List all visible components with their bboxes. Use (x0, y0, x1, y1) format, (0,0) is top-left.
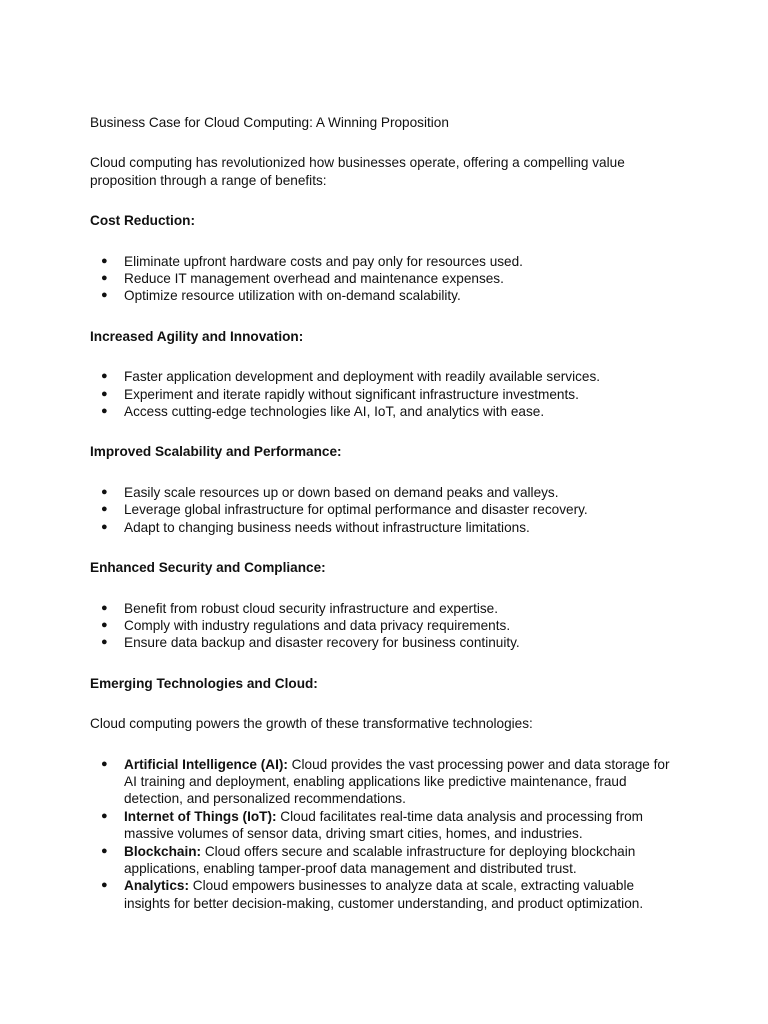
section-heading-emerging: Emerging Technologies and Cloud: (90, 675, 318, 691)
list-item (90, 368, 670, 385)
list-item (90, 287, 670, 304)
bullet-list-emerging (90, 756, 670, 913)
list-item-text: Leverage global infrastructure for optimal performance and disaster recovery. (124, 502, 588, 518)
bullet-icon: ● (101, 370, 108, 383)
list-item-term: Analytics: (124, 878, 189, 894)
bullet-icon: ● (101, 289, 108, 302)
list-item (90, 756, 670, 808)
list-item-text: Optimize resource utilization with on-demand scalability. (124, 288, 461, 304)
list-item-text: Reduce IT management overhead and maintenance expenses. (124, 271, 504, 287)
list-item-text: Access cutting-edge technologies like AI, IoT, and analytics with ease. (124, 404, 545, 420)
list-item-term: Blockchain: (124, 843, 202, 859)
bullet-icon: ● (101, 405, 108, 418)
emerging-intro-paragraph: Cloud computing powers the growth of these transformative technologies: (90, 716, 533, 732)
intro-paragraph: Cloud computing has revolutionized how businesses operate, offering a compelling value proposition through a range of benefits: (90, 155, 625, 188)
bullet-icon: ● (101, 601, 108, 614)
list-item (90, 808, 670, 843)
list-item (90, 270, 670, 287)
bullet-list-cost-reduction (90, 253, 670, 305)
list-item-text: Ensure data backup and disaster recovery for business continuity. (124, 635, 520, 651)
section-heading-scalability: Improved Scalability and Performance: (90, 444, 342, 460)
list-item-text: Cloud empowers businesses to analyze data at scale, extracting valuable insights for better decision-making, customer understanding, and product optimization. (124, 878, 644, 911)
list-item (90, 877, 670, 912)
list-item (90, 386, 670, 403)
list-item-text: Eliminate upfront hardware costs and pay only for resources used. (124, 253, 523, 269)
bullet-icon: ● (101, 809, 108, 822)
bullet-list-agility (90, 368, 670, 420)
bullet-list-scalability (90, 484, 670, 536)
document-body (90, 114, 670, 935)
bullet-icon: ● (101, 387, 108, 400)
list-item-text: Benefit from robust cloud security infrastructure and expertise. (124, 600, 499, 616)
list-item-text: Cloud provides the vast processing power and data storage for AI training and deployment, enabling applications like predictive maintenance, fraud detection, and personalized recommendations. (124, 756, 670, 807)
list-item-text: Comply with industry regulations and data privacy requirements. (124, 617, 511, 633)
list-item (90, 253, 670, 270)
bullet-list-security (90, 600, 670, 652)
list-item (90, 484, 670, 501)
list-item-term: Artificial Intelligence (AI): (124, 756, 288, 772)
section-heading-security: Enhanced Security and Compliance: (90, 560, 326, 576)
list-item-term: Internet of Things (IoT): (124, 808, 277, 824)
list-item (90, 519, 670, 536)
list-item-text: Experiment and iterate rapidly without significant infrastructure investments. (124, 386, 579, 402)
list-item (90, 843, 670, 878)
bullet-icon: ● (101, 272, 108, 285)
list-item-text: Easily scale resources up or down based on demand peaks and valleys. (124, 484, 559, 500)
list-item-text: Cloud facilitates real-time data analysis and processing from massive volumes of sensor data, driving smart cities, homes, and industries. (124, 808, 643, 842)
bullet-icon: ● (101, 485, 108, 498)
list-item-text: Cloud offers secure and scalable infrastructure for deploying blockchain applications, enabling tamper-proof data management and distributed trust. (124, 843, 636, 876)
bullet-icon: ● (101, 636, 108, 649)
bullet-icon: ● (101, 618, 108, 631)
bullet-icon: ● (101, 254, 108, 267)
bullet-icon: ● (101, 503, 108, 516)
bullet-icon: ● (101, 520, 108, 533)
document-title: Business Case for Cloud Computing: A Winning Proposition (90, 115, 449, 130)
list-item (90, 634, 670, 651)
list-item (90, 403, 670, 420)
list-item-text: Adapt to changing business needs without infrastructure limitations. (124, 519, 530, 535)
list-item (90, 600, 670, 617)
bullet-icon: ● (101, 844, 108, 857)
section-heading-cost-reduction: Cost Reduction: (90, 213, 195, 229)
section-heading-agility: Increased Agility and Innovation: (90, 328, 304, 344)
list-item-text: Faster application development and deployment with readily available services. (124, 369, 601, 385)
bullet-icon: ● (101, 879, 108, 892)
bullet-icon: ● (101, 757, 108, 770)
list-item (90, 501, 670, 518)
list-item (90, 617, 670, 634)
